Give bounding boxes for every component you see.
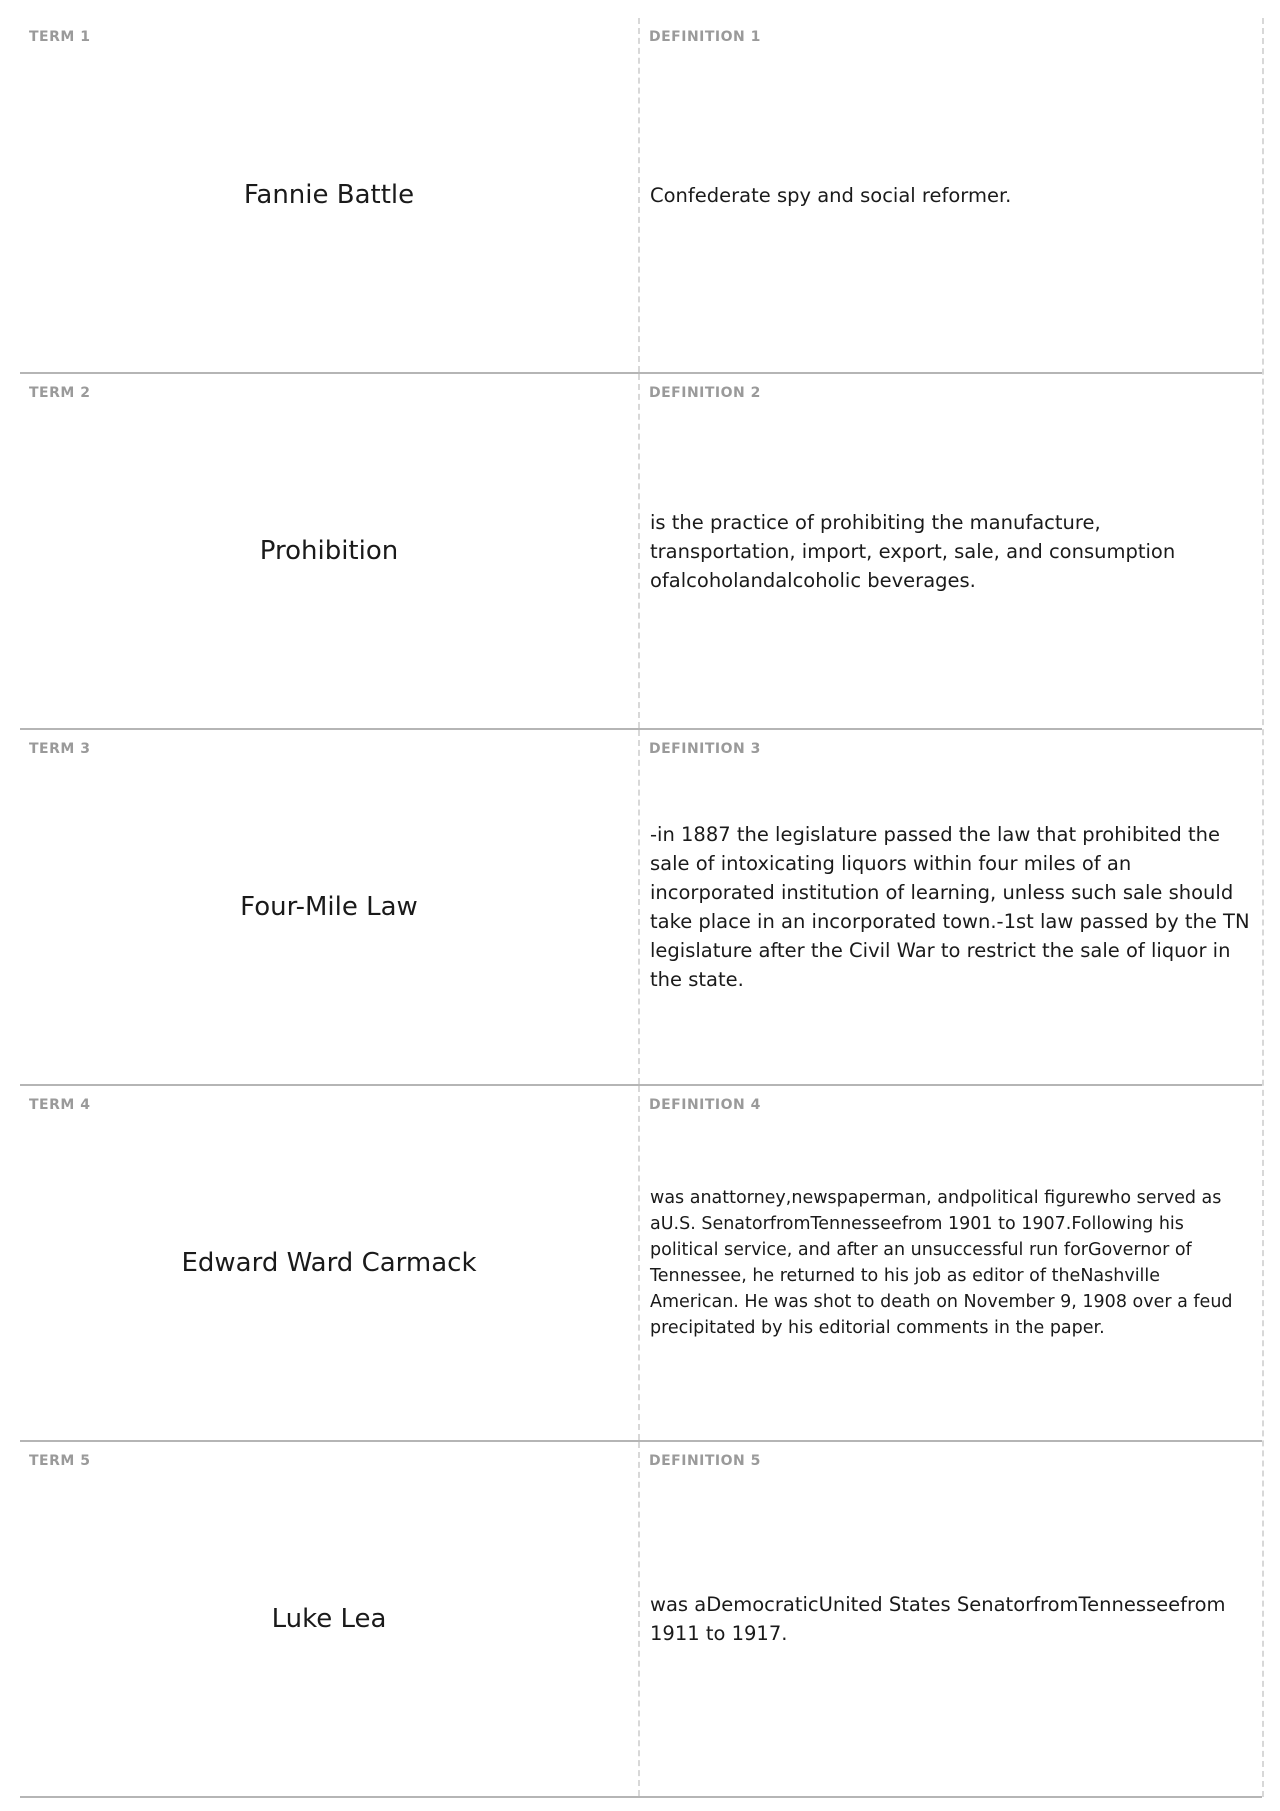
definition-label: DEFINITION 4 xyxy=(649,1097,761,1113)
definition-label: DEFINITION 3 xyxy=(649,741,761,757)
definition-cell xyxy=(640,1442,1262,1796)
term-text: Edward Ward Carmack xyxy=(181,1248,477,1278)
flashcard-row xyxy=(20,1086,1262,1442)
definition-cell xyxy=(640,1086,1262,1440)
definition-cell xyxy=(640,730,1262,1084)
term-label: TERM 2 xyxy=(29,385,91,401)
flashcard-row xyxy=(20,1442,1262,1798)
term-text: Luke Lea xyxy=(271,1604,387,1634)
definition-text: is the practice of prohibiting the manufacture, transportation, import, export, sale, and consumption ofalcoholandalcoholic beverages. xyxy=(650,510,1176,592)
term-cell xyxy=(20,730,640,1084)
definition-label: DEFINITION 5 xyxy=(649,1453,761,1469)
term-cell xyxy=(20,1086,640,1440)
definition-label: DEFINITION 2 xyxy=(649,385,761,401)
term-label: TERM 4 xyxy=(29,1097,91,1113)
flashcard-sheet xyxy=(20,18,1264,1797)
term-label: TERM 1 xyxy=(29,29,91,45)
definition-cell xyxy=(640,374,1262,728)
term-text: Prohibition xyxy=(259,536,399,566)
flashcard-row xyxy=(20,374,1262,730)
definition-label: DEFINITION 1 xyxy=(649,29,761,45)
term-cell xyxy=(20,18,640,372)
flashcard-row xyxy=(20,18,1262,374)
definition-text: was anattorney,newspaperman, andpolitical figurewho served as aU.S. SenatorfromTennesseefrom 1901 to 1907.Following his political service, and after an unsuccessful run forGovernor of Tennessee, he returned to his job as editor of theNashville American. He was shot to death on November 9, 1908 over a feud precipitated by his editorial comments in the paper. xyxy=(650,1188,1233,1338)
definition-text: was aDemocraticUnited States SenatorfromTennesseefrom 1911 to 1917. xyxy=(650,1593,1226,1645)
definition-text: Confederate spy and social reformer. xyxy=(650,183,1012,207)
term-cell xyxy=(20,1442,640,1796)
flashcard-row xyxy=(20,730,1262,1086)
term-label: TERM 5 xyxy=(29,1453,91,1469)
definition-cell xyxy=(640,18,1262,372)
term-cell xyxy=(20,374,640,728)
term-text: Fannie Battle xyxy=(243,180,415,210)
definition-text: -in 1887 the legislature passed the law that prohibited the sale of intoxicating liquors within four miles of an incorporated institution of learning, unless such sale should take place in an incorporated town.-1st law passed by the TN legislature after the Civil War to restrict the sale of liquor in the state. xyxy=(650,823,1250,991)
term-label: TERM 3 xyxy=(29,741,91,757)
term-text: Four-Mile Law xyxy=(240,892,418,922)
